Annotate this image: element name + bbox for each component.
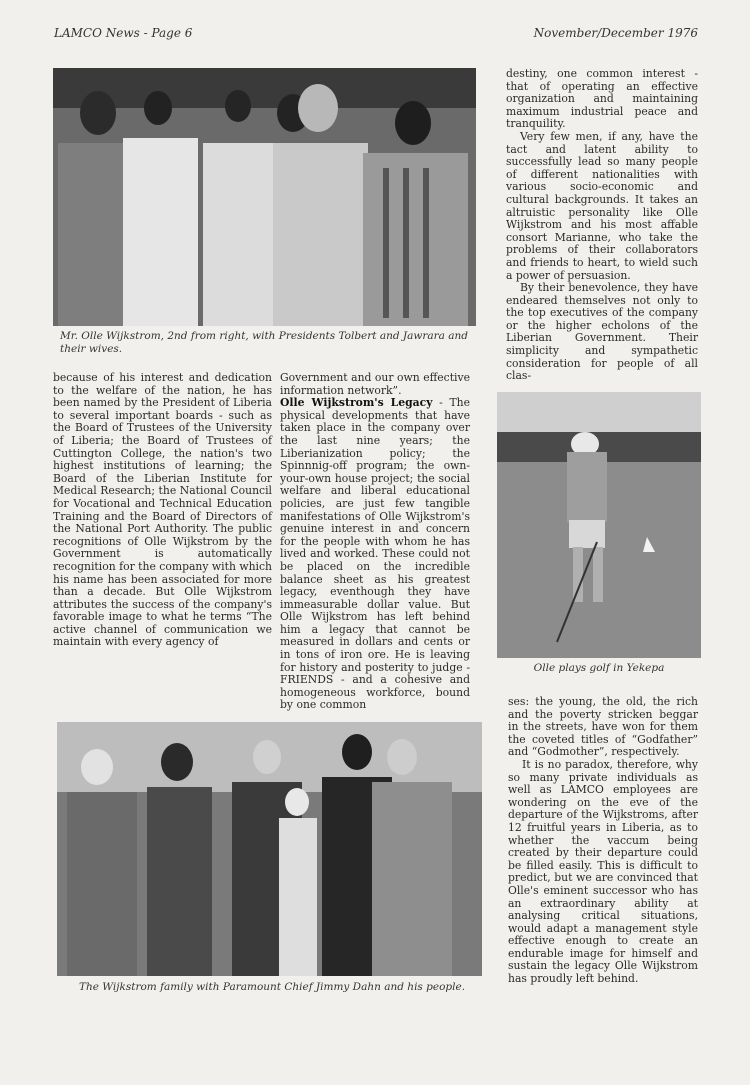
golf-photo-caption: Olle plays golf in Yekepa (533, 662, 665, 674)
family-photo (57, 722, 482, 976)
article-paragraph: It is no paradox, therefore, why so many private individuals as well as LAMCO employees are wondering on the eve of the departure of the Wijkstroms, after 12 fruitful years in Liberia, as to whether the vaccum being created by their departure could be filled easily. This is difficult to predict, but we are convinced that Olle's eminent successor who has an extraordinary ability at analysing critical situations, would adapt a management style effective enough to create an endurable image for himself and sustain the legacy Olle Wijkstrom has proudly left behind. (508, 757, 698, 986)
golf-photo (497, 392, 701, 658)
article-paragraph: destiny, one common interest - that of operating an effective organization and maintaining maximum industrial peace and tranquility. (506, 67, 698, 131)
article-paragraph: ses: the young, the old, the rich and the poverty stricken beggar in the streets, have won for them the coveted titles of “Godfather” and “Godmother”, respectively. (508, 695, 698, 759)
officials-photo-caption: Mr. Olle Wijkstrom, 2nd from right, with Presidents Tolbert and Jawrara and their wives. (60, 330, 469, 355)
section-heading: Olle Wijkstrom's Legacy (280, 396, 433, 410)
article-column-left (53, 372, 272, 649)
article-paragraph: Very few men, if any, have the tact and latent ability to successfully lead so many people of different nationalities with various socio-economic and cultural backgrounds. It takes an altruistic personality like Olle Wijkstrom and his most affable consort Marianne, who take the problems of their collaborators and friends to heart, to wield such a power of persuasion. (506, 129, 698, 282)
article-paragraph: By their benevolence, they have endeared themselves not only to the top executives of the company or the higher echolons of the Liberian Government. Their simplicity and sympathetic consideration for people of all clas- (506, 281, 698, 383)
page-header-left: LAMCO News - Page 6 (54, 26, 193, 40)
page-header-date: November/December 1976 (533, 26, 698, 40)
article-text: - The physical developments that have taken place in the company over the last nine years; the Liberianization policy; the Spinnnig-off program; the own-your-own house project; the social welfare and liberal educational policies, are just few tangible manifestations of Olle Wijkstrom's genuine interest in and concern for the people with whom he has lived and worked. These could not be placed on the incredible balance sheet as his greatest legacy, eventhough they have immeasurable dollar value. But Olle Wijkstrom has left behind him a legacy that cannot be measured in dollars and cents or in tons of iron ore. He is leaving for history and posterity to judge - FRIENDS - and a cohesive and homogeneous workforce, bound by one common (280, 396, 470, 712)
article-column-middle (280, 372, 470, 712)
officials-photo (53, 68, 476, 326)
article-column-right-bottom (508, 696, 698, 986)
article-paragraph: because of his interest and dedication to the welfare of the nation, he has been named by the President of Liberia to several important boards - such as the Board of Trustees of the University of Liberia; the Board of Trustees of Cuttington College, the nation's two highest institutions of learning; the Board of the Liberian Institute for Medical Research; the National Council for Vocational and Technical Education Training and the Board of Directors of the National Port Authority. The public recognitions of Olle Wijkstrom by the Government is automatically recognition for the company with which his name has been associated for more than a decade. But Olle Wijkstrom attributes the success of the company's favorable image to what he terms “The active channel of communication we maintain with every agency of (53, 371, 272, 649)
article-paragraph: Government and our own effective information network”. (280, 371, 470, 397)
article-paragraph (280, 397, 470, 712)
family-photo-caption: The Wijkstrom family with Paramount Chief Jimmy Dahn and his people. (78, 981, 466, 993)
article-column-right-top (506, 68, 698, 383)
